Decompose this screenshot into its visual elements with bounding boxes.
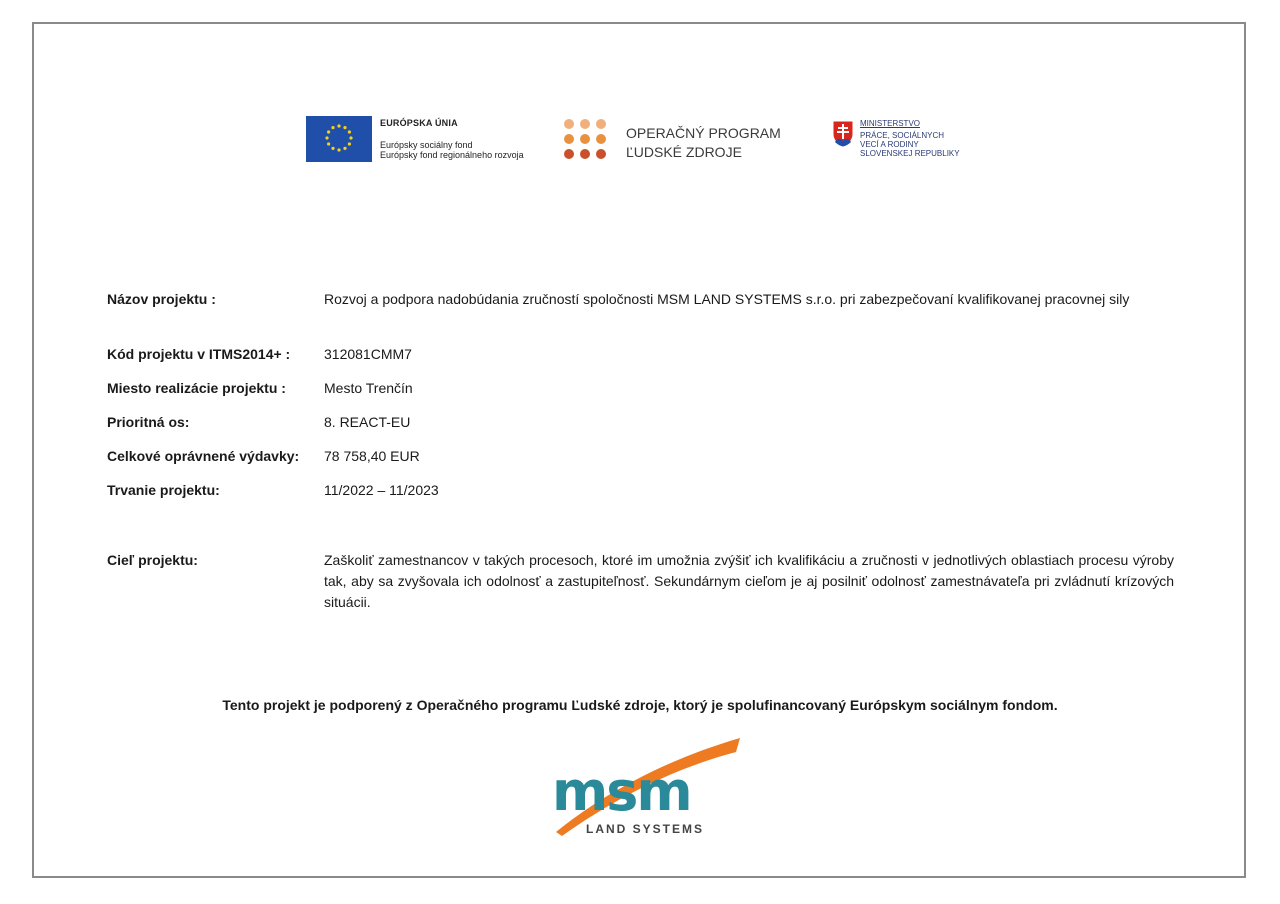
ministry-title: MINISTERSTVO (860, 119, 921, 128)
project-name-value: Rozvoj a podpora nadobúdania zručností spoločnosti MSM LAND SYSTEMS s.r.o. pri zabezpečovaní kvalifikovanej pracovnej sily (324, 291, 1130, 307)
ministry-logo-text (860, 119, 1020, 158)
ministry-line-1: PRÁCE, SOCIÁLNYCH (860, 131, 945, 140)
project-location-value: Mesto Trenčín (324, 380, 413, 396)
project-goal-label: Cieľ projektu: (107, 552, 198, 568)
eu-fund-1: Európsky sociálny fond (380, 140, 473, 150)
funding-note: Tento projekt je podporený z Operačného programu Ľudské zdroje, ktorý je spolufinancovaný Európskym sociálnym fondom. (222, 697, 1058, 713)
msm-tagline: LAND SYSTEMS (586, 822, 705, 836)
priority-axis-value: 8. REACT-EU (324, 414, 411, 430)
ministry-line-3: SLOVENSKEJ REPUBLIKY (860, 149, 960, 158)
project-code-label: Kód projektu v ITMS2014+ : (107, 346, 291, 362)
eu-title: EURÓPSKA ÚNIA (380, 118, 458, 128)
project-location-label: Miesto realizácie projektu : (107, 380, 286, 396)
project-name-label: Názov projektu : (107, 291, 216, 307)
msm-wordmark: msm (552, 760, 691, 823)
project-duration-label: Trvanie projektu: (107, 482, 220, 498)
eu-fund-2: Európsky fond regionálneho rozvoja (380, 150, 524, 160)
project-duration-value: 11/2022 – 11/2023 (324, 482, 439, 498)
op-line-1: OPERAČNÝ PROGRAM (626, 125, 781, 141)
priority-axis-label: Prioritná os: (107, 414, 190, 430)
op-dots-icon (563, 118, 609, 162)
project-goal-value: Zaškoliť zamestnancov v takých procesoch, ktoré im umožnia zvýšiť ich kvalifikáciu a zručnosti v jednotlivých oblastiach procesu výroby tak, aby sa zvyšovala ich odolnosť a zastupiteľnosť. Sekundárnym cieľom je aj posilniť odolnosť zamestnávateľa pri zvládnutí krízových situácii. (324, 552, 1174, 610)
ministry-line-2: VECÍ A RODINY (860, 140, 919, 149)
total-expenses-label: Celkové oprávnené výdavky: (107, 448, 300, 464)
eu-flag-icon (306, 116, 372, 162)
op-logo-text (626, 124, 806, 162)
project-code-value: 312081CMM7 (324, 346, 412, 362)
total-expenses-value: 78 758,40 EUR (324, 448, 420, 464)
op-line-2: ĽUDSKÉ ZDROJE (626, 144, 742, 160)
slovak-coat-of-arms-icon (832, 120, 854, 148)
